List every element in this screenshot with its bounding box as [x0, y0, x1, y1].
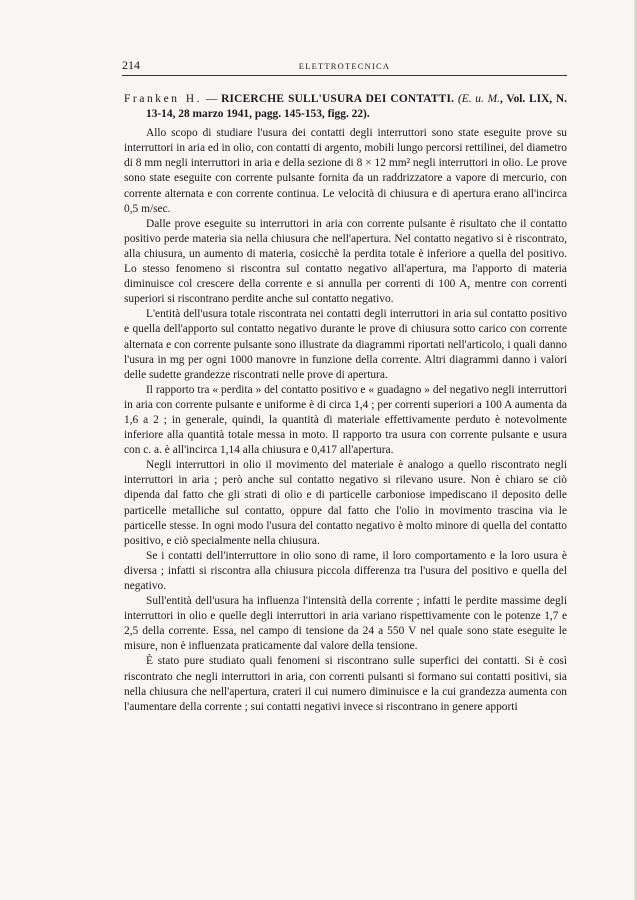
page-header: [122, 58, 567, 72]
paragraph: L'entità dell'usura totale riscontrata nei contatti degli interruttori in aria sul contatto positivo e quella dell'apporto sul contatto negativo durante le prove di chiusura sotto carico con corrente alternata e con corrente pulsante sono illustrate da diagrammi riportati nell'articolo, i quali danno l'usura in mg per ogni 1000 manovre in funzione della corrente. Altri diagrammi danno i valori delle sudette grandezze riscontrati nelle prove di apertura.: [124, 308, 567, 381]
paragraph: È stato pure studiato quali fenomeni si riscontrano sulle superfici dei contatti. Si è così riscontrato che negli interruttori in aria, con correnti pulsanti si formano sui contatti positivi, sia nella chiusura che nell'apertura, crateri il cui numero diminuisce e la cui grandezza aumenta con l'aumentare della corrente ; sui contatti negativi invece si riscontrano in genere apporti: [124, 655, 567, 713]
reference-author: Franken H.: [124, 93, 203, 105]
paragraph: Il rapporto tra « perdita » del contatto positivo e « guadagno » del negativo negli interruttori in aria con corrente pulsante e uniforme è di circa 1,4 ; per correnti superiori a 100 A aumenta da 1,6 a 2 ; in generale, quindi, la quantità di materiale effettivamente perduto è notevolmente inferiore alla quantità totale messa in moto. Il rapporto tra usura con corrente pulsante e usura con c. a. è all'incirca 1,14 alla chiusura e 0,417 all'apertura.: [124, 383, 567, 457]
paragraph: Se i contatti dell'interruttore in olio sono di rame, il loro comportamento e la loro usura è diversa ; infatti si riscontra alla chiusura piccola differenza tra l'usura del positivo e quella del negativo.: [124, 549, 567, 592]
reference-title: RICERCHE SULL'USURA DEI CONTATTI.: [221, 93, 455, 105]
reference-dash: —: [202, 93, 222, 105]
page-number: 214: [122, 58, 140, 72]
paragraph: Negli interruttori in olio il movimento del materiale è analogo a quello riscontrato negli interruttori in aria ; però anche sul contatto negativo si rilevano usure. Non è chiaro se ciò dipenda dal fatto che gli strati di olio e di particelle carboniose impediscano il deposito delle particelle metalliche sul contatto, oppure dal fatto che l'olio in movimento trascina via le particelle stesse. In ogni modo l'usura del contatto negativo è molto minore di quella del contatto positivo, e ciò specialmente nella chiusura.: [124, 459, 567, 547]
paragraph: Sull'entità dell'usura ha influenza l'intensità della corrente ; infatti le perdite massime degli interruttori in olio e quelle degli interruttori in aria variano rispettivamente con le potenze 1,7 e 2,5 della corrente. Essa, nel campo di tensione da 24 a 550 V nel quale sono state eseguite le misure, non è influenzata praticamente dal valore della tensione.: [124, 595, 567, 653]
reference-journal: (E. u. M.: [457, 93, 500, 105]
paragraph: Allo scopo di studiare l'usura dei contatti degli interruttori sono state eseguite prove su interruttori in aria ed in olio, con contatti di argento, mobili lungo percorsi rettilinei, del diametro di 8 mm negli interruttori in aria e della sezione di 8 × 12 mm² negli interruttori in olio. Le prove sono state eseguite con corrente pulsante fornita da un raddrizzatore a vapore di mercurio, con corrente alternata e con corrente continua. Le velocità di chiusura e di apertura erano all'incirca 0,5 m/sec.: [124, 127, 567, 215]
header-rule: [122, 75, 567, 76]
article-body: [124, 92, 567, 715]
bibliographic-reference: [124, 92, 567, 122]
paragraph: Dalle prove eseguite su interruttori in aria con corrente pulsante è risultato che il contatto positivo perde materia sia nella chiusura che nell'apertura. Nel contatto negativo si è riscontrato, alla chiusura, un aumento di materia, cosicchè la perdita totale è inferiore a quella del positivo. Lo stesso fenomeno si riscontra sul contatto negativo all'apertura, ma l'apporto di materia diminuisce col crescere della corrente e si annulla per correnti di 100 A, mentre con correnti superiori si riscontrano perdite anche sul contatto negativo.: [124, 217, 567, 306]
running-title: ELETTROTECNICA: [298, 61, 391, 71]
reference-citation: , Vol. LIX, N. 13-14, 28 marzo 1941, pagg. 145-153, figg. 22).: [146, 93, 567, 121]
